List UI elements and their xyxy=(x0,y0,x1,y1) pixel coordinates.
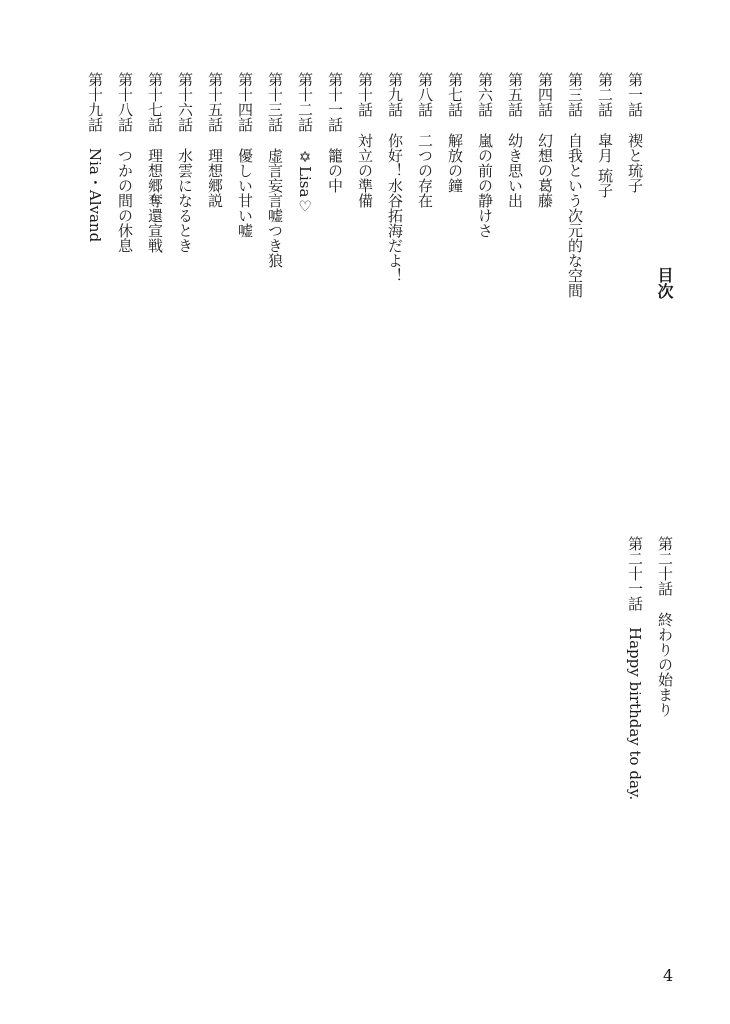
toc-entry xyxy=(237,72,252,238)
toc-entry xyxy=(537,72,552,208)
entry-title: Nia・Alvand xyxy=(86,148,104,243)
entry-number: 第十七話 xyxy=(146,72,164,132)
entry-title: 優しい甘い嘘 xyxy=(236,148,254,238)
toc-entry xyxy=(477,72,492,238)
entry-title: 嵐の前の静けさ xyxy=(476,133,494,238)
entry-title: つかの間の休息 xyxy=(116,148,134,253)
entry-number: 第十二話 xyxy=(296,72,314,132)
entry-number: 第十三話 xyxy=(266,72,284,132)
entry-title: 你好！水谷拓海だよ！ xyxy=(386,133,404,283)
entry-title: 終わりの始まり xyxy=(656,612,674,717)
toc-entry xyxy=(87,72,102,242)
toc-entry xyxy=(507,72,522,208)
entry-title: 籠の中 xyxy=(326,148,344,193)
toc-entry xyxy=(657,536,672,717)
entry-number: 第十話 xyxy=(356,72,374,117)
toc-entry xyxy=(117,72,132,253)
entry-title: 対立の準備 xyxy=(356,133,374,208)
entry-title: 幼き思い出 xyxy=(506,133,524,208)
entry-title: 理想郷奪還宣戦 xyxy=(146,148,164,253)
entry-number: 第二十一話 xyxy=(626,536,644,611)
toc-entry xyxy=(627,536,642,800)
page-number: 4 xyxy=(663,966,674,985)
entry-number: 第七話 xyxy=(446,72,464,117)
toc-entry xyxy=(267,72,282,268)
entry-title: 幻想の葛藤 xyxy=(536,133,554,208)
entry-number: 第十五話 xyxy=(206,72,224,132)
toc-entry xyxy=(387,72,402,283)
entry-title: 二つの存在 xyxy=(416,133,434,208)
entry-title: 水雲になるとき xyxy=(176,148,194,253)
toc-entry xyxy=(597,72,612,198)
entry-number: 第三話 xyxy=(566,72,584,117)
entry-title: 皐月 琉子 xyxy=(596,133,614,198)
toc-entry xyxy=(147,72,162,253)
entry-number: 第一話 xyxy=(626,72,644,117)
toc-entry xyxy=(327,72,342,193)
toc-entry xyxy=(627,72,642,193)
toc-entry xyxy=(447,72,462,193)
entry-title: 自我という次元的な空間 xyxy=(566,133,584,298)
entry-number: 第四話 xyxy=(536,72,554,117)
toc-entry xyxy=(357,72,372,208)
toc-entry xyxy=(177,72,192,253)
entry-number: 第十六話 xyxy=(176,72,194,132)
entry-number: 第十四話 xyxy=(236,72,254,132)
entry-title: 解放の鐘 xyxy=(446,133,464,193)
entry-title: 虚言妄言嘘つき狼 xyxy=(266,148,284,268)
entry-number: 第二話 xyxy=(596,72,614,117)
entry-number: 第六話 xyxy=(476,72,494,117)
toc-entry xyxy=(417,72,432,208)
entry-number: 第九話 xyxy=(386,72,404,117)
toc-entry xyxy=(297,72,312,215)
entry-title: 禊と琉子 xyxy=(626,133,644,193)
entry-number: 第十九話 xyxy=(86,72,104,132)
entry-title: 理想郷説 xyxy=(206,148,224,208)
entry-number: 第二十話 xyxy=(656,536,674,596)
entry-number: 第五話 xyxy=(506,72,524,117)
entry-number: 第十一話 xyxy=(326,72,344,132)
entry-title: ✡Lisa♡ xyxy=(296,148,314,216)
entry-number: 第十八話 xyxy=(116,72,134,132)
entry-title: Happy birthday to day. xyxy=(626,627,644,801)
toc-title: 目次 xyxy=(655,267,674,299)
toc-entry xyxy=(207,72,222,208)
toc-entry xyxy=(567,72,582,298)
entry-number: 第八話 xyxy=(416,72,434,117)
